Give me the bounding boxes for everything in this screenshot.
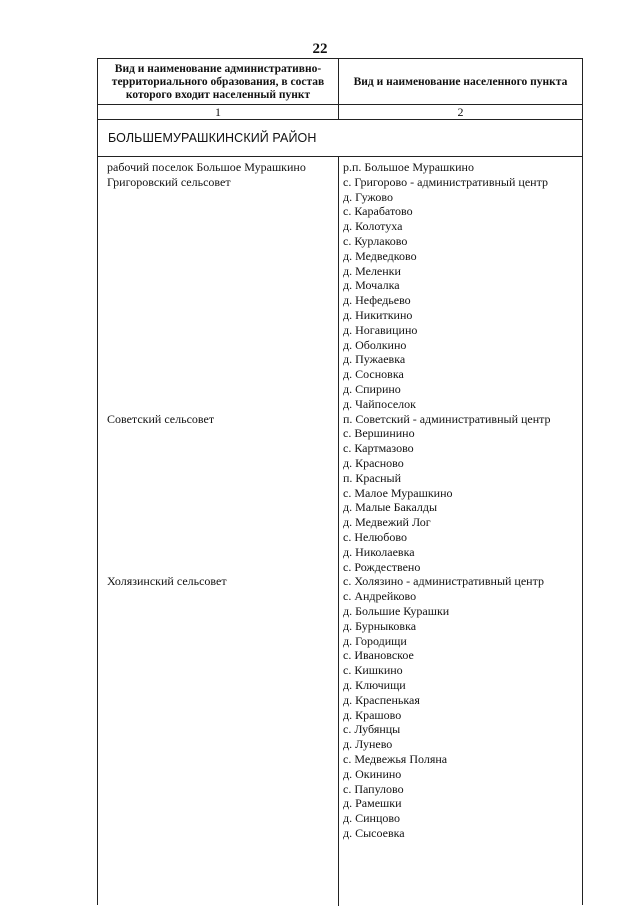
settlement-name: с. Андрейково bbox=[343, 589, 417, 604]
settlement-name: с. Нелюбово bbox=[343, 530, 407, 544]
settlement-name: д. Малые Бакалды bbox=[343, 500, 438, 515]
settlement-name: д. Ключищи bbox=[343, 678, 406, 692]
settlement-name: с. Малое Мурашкино bbox=[343, 485, 453, 500]
settlement-name: д. Никиткино bbox=[343, 308, 413, 322]
column-number-1: 1 bbox=[215, 105, 221, 119]
settlement-name: д. Медвежий Лог bbox=[343, 515, 431, 530]
settlement-name: с. Курлаково bbox=[343, 234, 408, 248]
settlement-name: д. Николаевка bbox=[343, 544, 415, 559]
settlement-name: д. Нефедьево bbox=[343, 293, 411, 308]
settlements-table bbox=[97, 58, 583, 905]
page-number: 22 bbox=[312, 41, 328, 57]
settlement-name: с. Вершинино bbox=[343, 426, 415, 441]
settlement-name: д. Мочалка bbox=[343, 278, 400, 293]
admin-unit-name: Советский сельсовет bbox=[107, 411, 215, 426]
column-divider bbox=[338, 157, 339, 906]
settlement-name: с. Кишкино bbox=[343, 663, 403, 678]
column-number-row bbox=[98, 105, 582, 120]
admin-unit-name: рабочий поселок Большое Мурашкино bbox=[107, 160, 306, 174]
settlement-name: д. Крашово bbox=[343, 707, 402, 722]
settlement-name: с. Рождествено bbox=[343, 559, 421, 574]
settlement-name: п. Красный bbox=[343, 470, 401, 485]
admin-unit-name: Холязинский сельсовет bbox=[107, 574, 227, 589]
district-row bbox=[98, 120, 582, 157]
settlement-name: д. Окинино bbox=[343, 766, 402, 781]
settlement-name: с. Папулово bbox=[343, 781, 404, 796]
settlement-name: д. Лунево bbox=[343, 737, 393, 752]
settlement-name: с. Медвежья Поляна bbox=[343, 752, 448, 766]
admin-unit-name: Григоровский сельсовет bbox=[107, 174, 231, 189]
settlement-name: д. Синцово bbox=[343, 811, 400, 826]
settlement-name: с. Лубянцы bbox=[343, 722, 401, 737]
settlement-name: д. Меленки bbox=[343, 263, 401, 278]
settlement-name: д. Колотуха bbox=[343, 219, 403, 234]
settlement-name: д. Ногавицино bbox=[343, 322, 418, 337]
settlement-name: с. Холязино - административный центр bbox=[343, 574, 544, 589]
settlement-name: д. Чайпоселок bbox=[343, 396, 416, 411]
header-admin-unit: Вид и наименование административно-территориального образования, в состав которого входит населенный пункт bbox=[111, 62, 325, 101]
settlement-name: д. Большие Курашки bbox=[343, 604, 450, 618]
settlement-name: р.п. Большое Мурашкино bbox=[343, 160, 474, 174]
settlement-name: с. Картмазово bbox=[343, 441, 414, 456]
table-header-row bbox=[98, 59, 582, 105]
settlement-name: д. Гужово bbox=[343, 189, 394, 204]
settlement-name: д. Рамешки bbox=[343, 796, 402, 811]
column-number-2: 2 bbox=[457, 105, 464, 119]
settlement-name: д. Сысоевка bbox=[343, 826, 405, 840]
settlement-name: д. Сосновка bbox=[343, 367, 404, 382]
settlement-name: д. Бурныковка bbox=[343, 618, 417, 633]
settlement-name: д. Медведково bbox=[343, 248, 417, 263]
settlement-name: д. Краспенькая bbox=[343, 692, 420, 707]
settlement-name: д. Пужаевка bbox=[343, 352, 406, 367]
district-title: БОЛЬШЕМУРАШКИНСКИЙ РАЙОН bbox=[108, 131, 317, 145]
settlement-name: д. Оболкино bbox=[343, 337, 407, 352]
settlement-name: с. Ивановское bbox=[343, 648, 414, 663]
header-settlement: Вид и наименование населенного пункта bbox=[353, 75, 568, 88]
settlement-name: д. Красново bbox=[343, 456, 404, 470]
settlement-name: с. Карабатово bbox=[343, 204, 413, 219]
settlement-name: с. Григорово - административный центр bbox=[343, 174, 548, 189]
settlement-name: п. Советский - административный центр bbox=[343, 411, 551, 426]
settlement-name: д. Спирино bbox=[343, 382, 401, 396]
settlement-name: д. Городищи bbox=[343, 633, 407, 648]
